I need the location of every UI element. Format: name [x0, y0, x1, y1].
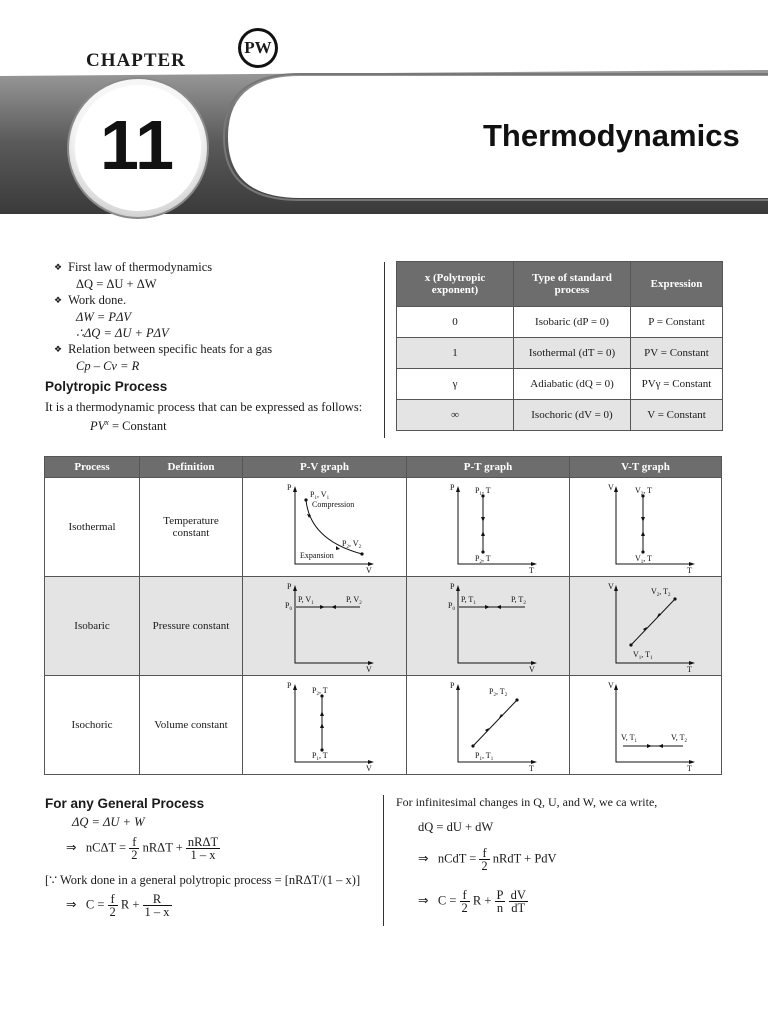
process-graphs-table — [44, 456, 722, 775]
general-equation-2: ⇒ nCΔT = $\frac{f}{2}$ nRΔT + $\frac{\text{nRΔT}}{1 - x}$ — [66, 835, 219, 862]
svg-text:V: V — [607, 483, 614, 492]
infinitesimal-equation-2: ⇒ nCdT = $\frac{f}{2}$ nRdT + PdV — [418, 846, 557, 873]
process-definition: Temperature constant — [140, 478, 243, 577]
infinitesimal-equation-3: ⇒ C = $\frac{f}{2}$ R + $\frac{P}{n}$ $\frac{dV}{dT}$ — [418, 888, 526, 915]
svg-text:P: P — [286, 681, 291, 690]
svg-text:P: P — [450, 582, 455, 591]
table-cell: V = Constant — [631, 400, 723, 431]
pt-graph-isothermal — [407, 478, 570, 577]
polytropic-text: It is a thermodynamic process that can be expressed as follows: — [45, 400, 363, 414]
table-cell: 0 — [397, 307, 514, 338]
polytropic-exponent-table — [396, 261, 723, 431]
svg-text:P2, T: $P_2$, T — [475, 554, 491, 565]
bullet-work-done: ❖ Work done. — [54, 292, 379, 309]
svg-text:V: V — [365, 764, 372, 772]
svg-text:P: P — [450, 483, 455, 492]
column-header-process: Process — [45, 457, 140, 478]
general-equation-3: ⇒ C = $\frac{f}{2}$ R + $\frac{R}{1 - x}$ — [66, 892, 170, 919]
table-cell: Isochoric (dV = 0) — [514, 400, 631, 431]
chapter-number: 11 — [100, 106, 174, 184]
svg-text:T: T — [529, 764, 534, 772]
table-row — [397, 307, 723, 338]
table-cell: γ — [397, 369, 514, 400]
table-cell: PV = Constant — [631, 338, 723, 369]
equation-first-law: ΔQ = ΔU + ΔW — [76, 277, 157, 291]
svg-text:P0: $P_0$ — [284, 601, 292, 612]
bullet-specific-heats: ❖ Relation between specific heats for a gas — [54, 341, 379, 358]
pt-graph-isobaric — [407, 577, 570, 676]
pt-graph-isochoric — [407, 676, 570, 775]
pv-graph-isothermal — [243, 478, 407, 577]
polytropic-formula: $PV^x$ = Constant — [90, 418, 167, 434]
svg-text:Expansion: Expansion — [299, 551, 334, 560]
equation-work: ΔW = PΔV — [76, 310, 132, 324]
svg-text:V: V — [607, 681, 614, 690]
bullet-first-law: ❖ First law of thermodynamics — [54, 259, 379, 276]
svg-text:V: V — [365, 665, 372, 673]
svg-text:T: T — [686, 665, 692, 673]
general-process-note: [∵ Work done in a general polytropic process = [nRΔT/(1 – x)] — [45, 873, 361, 887]
chapter-label: CHAPTER — [86, 50, 186, 71]
infinitesimal-text: For infinitesimal changes in Q, U, and W, we ca write, — [396, 795, 658, 809]
svg-text:P2, V2: $P_2$, $V_2$ — [341, 539, 361, 550]
svg-text:P2, T: $P_2$, T — [311, 686, 328, 697]
column-header-expression: Expression — [631, 262, 723, 307]
table-cell: Adiabatic (dQ = 0) — [514, 369, 631, 400]
svg-text:V1, T1: $V_1$, $T_1$ — [632, 650, 653, 661]
svg-text:T: T — [529, 566, 534, 574]
table-cell: ∞ — [397, 400, 514, 431]
infinitesimal-equation-1: dQ = dU + dW — [418, 820, 494, 834]
svg-text:P, T1: P, $T_1$ — [461, 595, 476, 606]
svg-text:P1, V1: $P_1$, $V_1$ — [309, 490, 329, 501]
svg-text:V1, T: $V_1$, T — [634, 554, 652, 565]
svg-text:P1, T: $P_1$, T — [311, 751, 328, 762]
general-equation-1: ΔQ = ΔU + W — [72, 815, 145, 829]
table-row — [397, 338, 723, 369]
table-cell: PVγ = Constant — [631, 369, 723, 400]
process-name: Isobaric — [45, 577, 140, 676]
svg-text:P: P — [450, 681, 455, 690]
table-cell: P = Constant — [631, 307, 723, 338]
column-divider-bottom — [383, 795, 384, 926]
column-header-pv-graph: P-V graph — [243, 457, 407, 478]
column-divider-top — [384, 262, 385, 438]
table-cell: Isothermal (dT = 0) — [514, 338, 631, 369]
table-cell: 1 — [397, 338, 514, 369]
svg-text:V, T1: V, $T_1$ — [620, 733, 637, 744]
vt-graph-isothermal — [570, 478, 722, 577]
table-row — [397, 400, 723, 431]
column-header-type: Type of standard process — [514, 262, 631, 307]
table-cell: Isobaric (dP = 0) — [514, 307, 631, 338]
page-title: Thermodynamics — [483, 118, 740, 153]
general-process-heading: For any General Process — [45, 796, 205, 811]
column-header-vt-graph: V-T graph — [570, 457, 722, 478]
svg-text:P: P — [286, 582, 291, 591]
process-name: Isothermal — [45, 478, 140, 577]
process-definition: Pressure constant — [140, 577, 243, 676]
svg-text:P, V2: P, $V_2$ — [345, 595, 362, 606]
svg-text:V: V — [529, 665, 535, 673]
svg-text:V: V — [365, 566, 372, 574]
svg-text:V2, T2: $V_2$, $T_2$ — [650, 587, 671, 598]
svg-text:P1, T1: $P_1$, $T_1$ — [475, 751, 494, 762]
equation-mayer: Cp – Cv = R — [76, 359, 140, 373]
svg-text:P2, T2: $P_2$, $T_2$ — [489, 687, 508, 698]
svg-text:V: V — [607, 582, 614, 591]
process-definition: Volume constant — [140, 676, 243, 775]
svg-text:T: T — [686, 764, 692, 772]
vt-graph-isobaric — [570, 577, 722, 676]
svg-text:T: T — [686, 566, 692, 574]
pv-graph-isobaric — [243, 577, 407, 676]
pw-logo-icon: PW — [244, 38, 272, 57]
table-row-isobaric — [45, 577, 722, 676]
svg-text:V2, T: $V_2$, T — [634, 486, 652, 497]
intro-section — [54, 259, 379, 374]
polytropic-heading: Polytropic Process — [45, 379, 168, 394]
svg-text:P, V1: P, $V_1$ — [297, 595, 314, 606]
svg-text:P0: $P_0$ — [448, 601, 455, 612]
pv-graph-isochoric — [243, 676, 407, 775]
svg-text:P: P — [286, 483, 291, 492]
svg-text:V, T2: V, $T_2$ — [670, 733, 687, 744]
table-row — [397, 369, 723, 400]
svg-text:P, T2: P, $T_2$ — [511, 595, 526, 606]
vt-graph-isochoric — [570, 676, 722, 775]
column-header-definition: Definition — [140, 457, 243, 478]
equation-heat: ∴ΔQ = ΔU + PΔV — [76, 326, 169, 340]
column-header-pt-graph: P-T graph — [407, 457, 570, 478]
column-header-exponent: x (Polytropic exponent) — [397, 262, 514, 307]
svg-text:P1, T: $P_1$, T — [475, 486, 491, 497]
table-row-isochoric — [45, 676, 722, 775]
svg-text:Compression: Compression — [311, 500, 354, 509]
process-name: Isochoric — [45, 676, 140, 775]
table-row-isothermal — [45, 478, 722, 577]
